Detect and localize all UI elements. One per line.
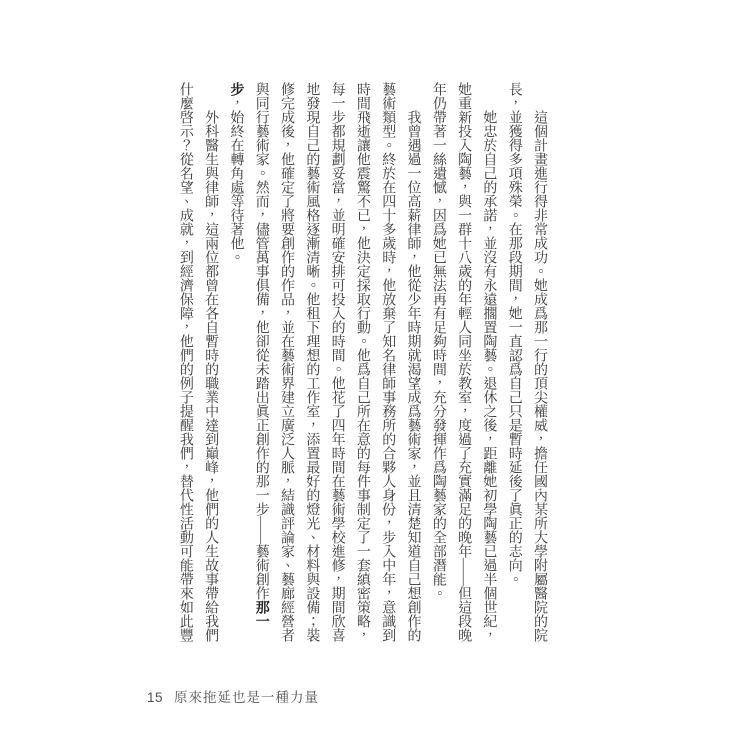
emphasized-text-segment: 步 [228, 82, 244, 96]
text-segment: 長，並獲得多項殊榮。在那段期間，她一直認爲自己只是暫時延後了眞正的志向。 [506, 82, 522, 586]
text-segment: 什麼啓示？從名望、成就，到經濟保障，他們的例子提醒我們，替代性活動可能帶來如此豐 [177, 82, 193, 642]
text-segment: 每一步都規劃妥當，並明確安排可投入的時間。他花了四年時間在藝術學校進修，期間欣喜 [329, 82, 345, 642]
text-column-5 [426, 82, 451, 648]
running-title: 原來拖延也是一種力量 [174, 690, 320, 705]
text-segment: 她忠於自己的承諾，並沒有永遠擱置陶藝。退休之後，距離她初學陶藝已過半個世紀， [481, 110, 497, 642]
text-segment: 她重新投入陶藝，與一群十八歲的年輕人同坐於教室，度過了充實滿足的晚年——但這段晚 [456, 82, 472, 642]
text-segment: 藝術類型。終於在四十多歲時，他放棄了知名律師事務所的合夥人身份，步入中年，意識到 [380, 82, 396, 642]
vertical-text-block [173, 82, 552, 648]
text-segment: 外科醫生與律師，這兩位都曾在各自暫時的職業中達到巔峰，他們的人生故事帶給我們 [203, 110, 219, 642]
text-segment: 地發現自己的藝術風格逐漸清晰。他租下理想的工作室，添置最好的燈光、材料與設備；裝 [304, 82, 320, 642]
text-column-2 [501, 82, 526, 648]
text-segment: 我曾遇過一位高薪律師，他從少年時期就渴望成爲藝術家，並且清楚知道自己想創作的 [405, 110, 421, 642]
text-column-6 [400, 82, 425, 648]
text-column-10 [299, 82, 324, 648]
text-column-8 [350, 82, 375, 648]
text-segment: 這個計畫進行得非常成功。她成爲那一行的頂尖權威，擔任國內某所大學附屬醫院的院 [532, 110, 547, 642]
text-column-14 [198, 82, 223, 648]
text-column-12 [248, 82, 273, 648]
text-column-15 [173, 82, 198, 648]
text-column-1 [527, 82, 552, 648]
text-column-4 [451, 82, 476, 648]
page-footer [147, 686, 319, 706]
text-segment: 修完成後，他確定了將要創作的作品，並在藝術界建立廣泛人脈，結識評論家、藝廊經營者 [279, 82, 295, 642]
text-segment: 時間飛逝讓他震驚不已，他決定採取行動。他爲自己所在意的每件事制定了一套縝密策略， [354, 82, 370, 642]
text-column-13 [223, 82, 248, 648]
text-column-7 [375, 82, 400, 648]
text-column-3 [476, 82, 501, 648]
emphasized-text-segment: 那一 [253, 600, 269, 628]
text-segment: 年仍帶著一絲遺憾，因爲她已無法再有足夠時間，充分發揮作爲陶藝家的全部潛能。 [430, 82, 446, 600]
text-segment: ，始終在轉角處等待著他。 [228, 96, 244, 264]
text-column-11 [274, 82, 299, 648]
page-number: 15 [147, 690, 164, 705]
text-segment: 與同行藝術家。然而，儘管萬事俱備，他卻從未踏出眞正創作的那一步——藝術創作 [253, 82, 269, 600]
text-column-9 [324, 82, 349, 648]
